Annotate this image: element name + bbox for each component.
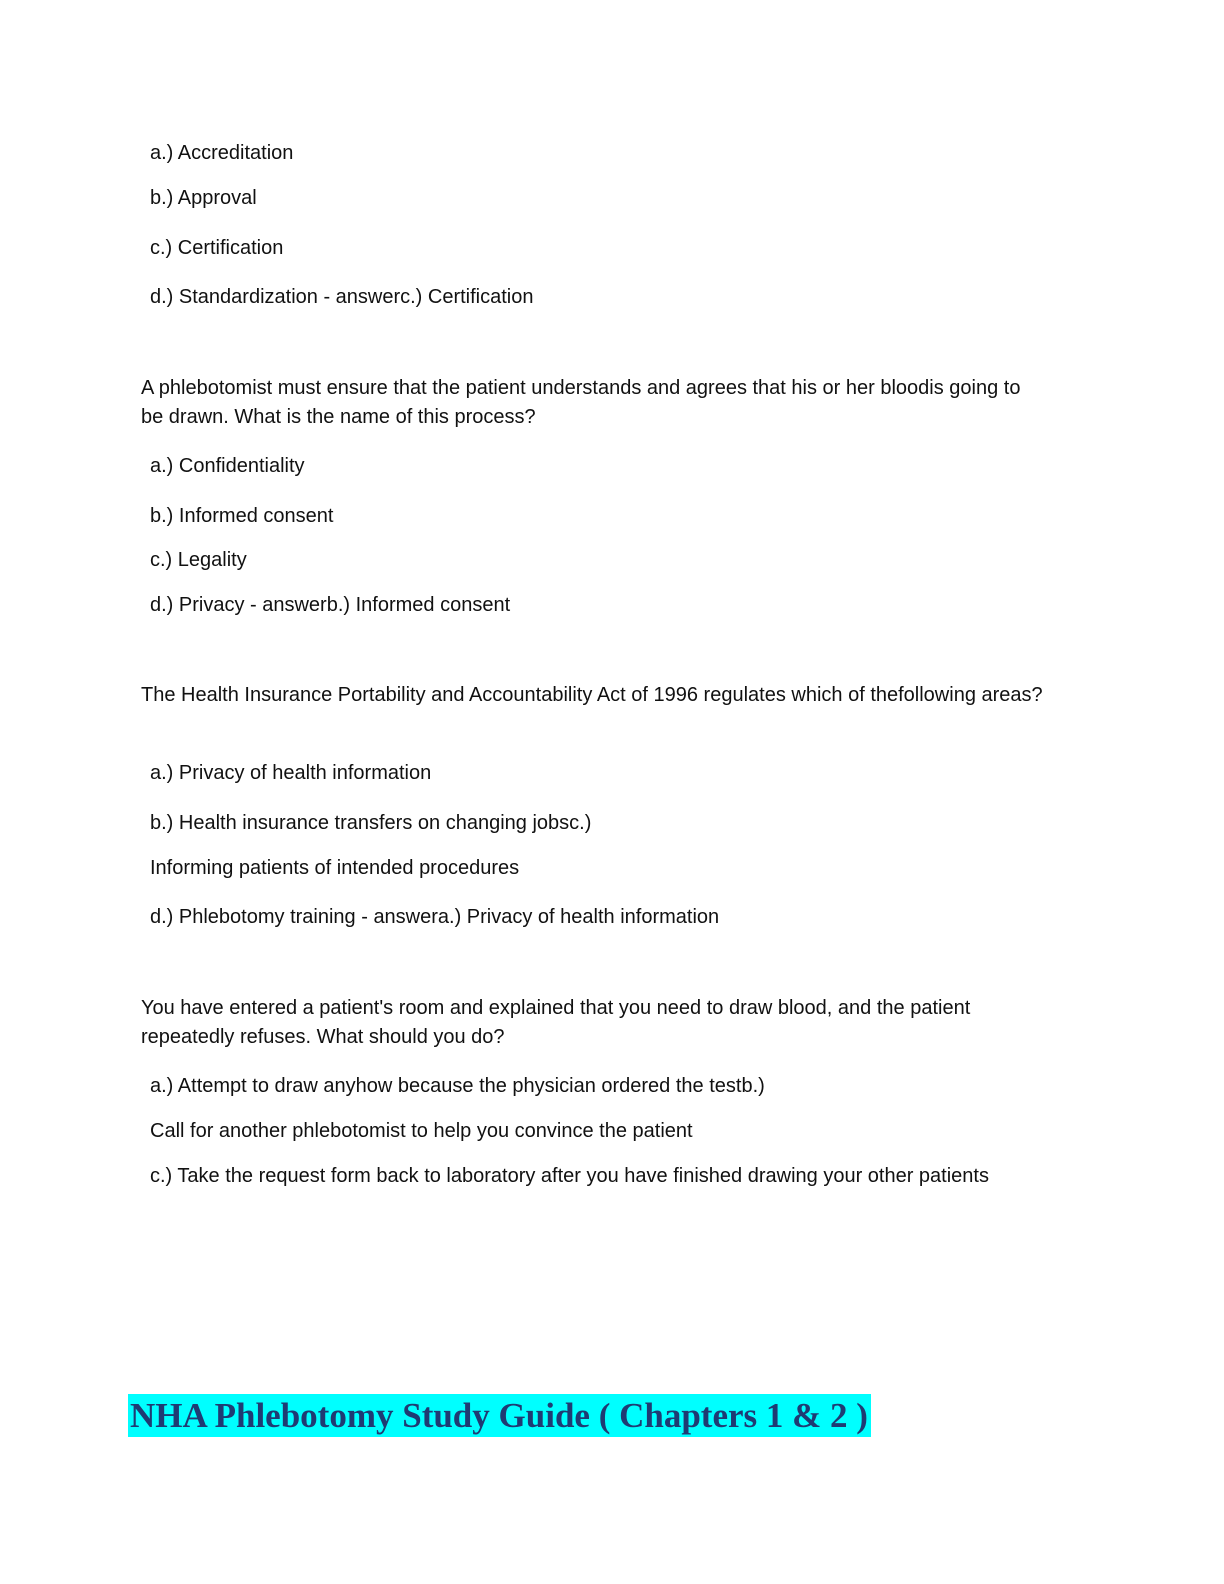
answer-option: c.) Certification: [150, 237, 284, 259]
answer-option: c.) Legality: [150, 549, 247, 571]
answer-option-with-answer: d.) Phlebotomy training - answera.) Privacy of health information: [150, 906, 720, 928]
answer-option-with-answer: d.) Privacy - answerb.) Informed consent: [150, 594, 511, 616]
answer-option: a.) Confidentiality: [150, 455, 305, 477]
answer-option: b.) Health insurance transfers on changing jobsc.): [150, 812, 592, 834]
question-text: A phlebotomist must ensure that the patient understands and agrees that his or her bloodis going to be drawn. What is the name of this process?: [141, 377, 1021, 428]
answer-option-with-answer: d.) Standardization - answerc.) Certification: [150, 286, 534, 308]
answer-option: b.) Informed consent: [150, 505, 334, 527]
answer-option: b.) Approval: [150, 187, 257, 209]
question-text: The Health Insurance Portability and Accountability Act of 1996 regulates which of thefollowing areas?: [141, 684, 1043, 706]
answer-option: c.) Take the request form back to laboratory after you have finished drawing your other patients: [150, 1165, 989, 1187]
answer-option: a.) Attempt to draw anyhow because the physician ordered the testb.): [150, 1075, 765, 1097]
question-text: You have entered a patient's room and explained that you need to draw blood, and the patient repeatedly refuses. What should you do?: [141, 997, 971, 1048]
answer-option: Informing patients of intended procedures: [150, 857, 520, 879]
answer-option: a.) Privacy of health information: [150, 762, 432, 784]
guide-title-banner: NHA Phlebotomy Study Guide ( Chapters 1 & 2 ): [128, 1394, 871, 1437]
answer-option: Call for another phlebotomist to help you convince the patient: [150, 1120, 693, 1142]
answer-option: a.) Accreditation: [150, 142, 294, 164]
